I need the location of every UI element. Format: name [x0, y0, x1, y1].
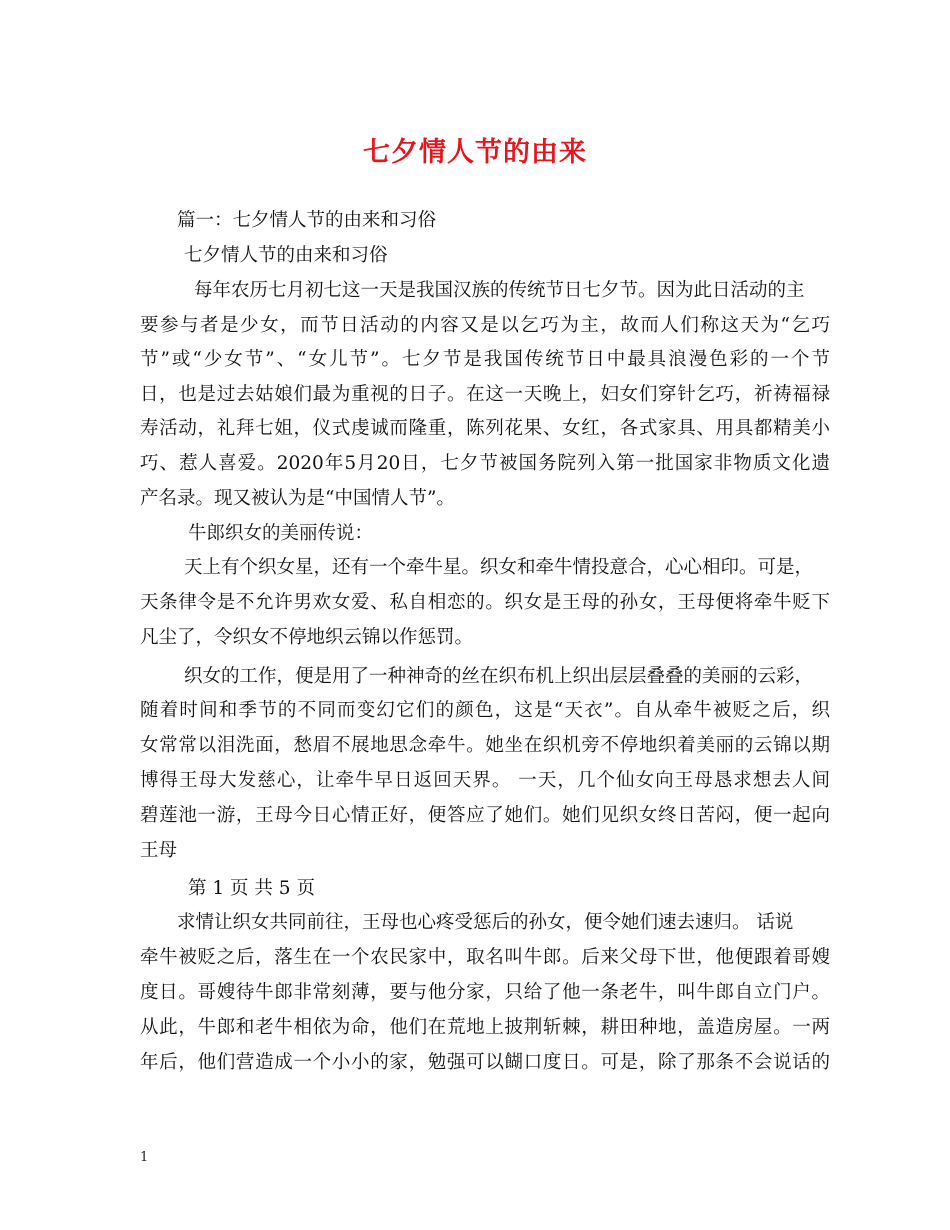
- paragraph-line: 年后，他们营造成一个小小的家，勉强可以餬口度日。可是，除了那条不会说话的: [140, 1052, 830, 1073]
- paragraph-line: 求情让织女共同前往，王母也心疼受惩后的孙女，便令她们速去速归。 话说: [177, 912, 794, 933]
- paragraph-line: 节”或“少女节”、“女儿节”。七夕节是我国传统节日中最具浪漫色彩的一个节: [140, 349, 830, 370]
- paragraph-line: 王母: [140, 840, 178, 861]
- page-marker: 第 1 页 共 5 页: [188, 878, 315, 899]
- paragraph-line: 产名录。现又被认为是“中国情人节”。: [140, 488, 455, 509]
- paragraph-line: 度日。哥嫂待牛郎非常刻薄，要与他分家，只给了他一条老牛，叫牛郎自立门户。: [140, 982, 830, 1003]
- paragraph-line: 寿活动，礼拜七姐，仪式虔诚而隆重，陈列花果、女红，各式家具、用具都精美小: [140, 418, 830, 439]
- paragraph-line: 要参与者是少女，而节日活动的内容又是以乞巧为主，故而人们称这天为“乞巧: [140, 315, 830, 336]
- paragraph-line: 随着时间和季节的不同而变幻它们的颜色，这是“天衣”。自从牵牛被贬之后，织: [140, 700, 830, 721]
- paragraph-line: 女常常以泪洗面，愁眉不展地思念牵牛。她坐在织机旁不停地织着美丽的云锦以期: [140, 735, 830, 756]
- paragraph-line: 凡尘了，令织女不停地织云锦以作惩罚。: [140, 627, 474, 648]
- section-heading: 篇一：七夕情人节的由来和习俗: [177, 210, 437, 231]
- paragraph-line: 天条律令是不允许男欢女爱、私自相恋的。织女是王母的孙女，王母便将牵牛贬下: [140, 592, 830, 613]
- paragraph-line: 从此，牛郎和老牛相依为命，他们在荒地上披荆斩棘，耕田种地，盖造房屋。一两: [140, 1017, 830, 1038]
- subheading: 七夕情人节的由来和习俗: [184, 245, 388, 266]
- paragraph-line: 牵牛被贬之后，落生在一个农民家中，取名叫牛郎。后来父母下世，他便跟着哥嫂: [140, 947, 830, 968]
- paragraph-line: 每年农历七月初七这一天是我国汉族的传统节日七夕节。因为此日活动的主: [194, 280, 805, 301]
- page-title: 七夕情人节的由来: [363, 137, 587, 168]
- paragraph-line: 日，也是过去姑娘们最为重视的日子。在这一天晚上，妇女们穿针乞巧，祈祷福禄: [140, 384, 830, 405]
- paragraph-line: 博得王母大发慈心，让牵牛早日返回天界。 一天，几个仙女向王母恳求想去人间: [140, 770, 830, 791]
- legend-heading: 牛郎织女的美丽传说：: [188, 523, 374, 544]
- paragraph-line: 天上有个织女星，还有一个牵牛星。织女和牵牛情投意合，心心相印。可是，: [184, 557, 814, 578]
- paragraph-line: 碧莲池一游，王母今日心情正好，便答应了她们。她们见织女终日苦闷，便一起向: [140, 805, 830, 826]
- footer-page-number: 1: [140, 1150, 149, 1165]
- paragraph-line: 巧、惹人喜爱。2020年5月20日，七夕节被国务院列入第一批国家非物质文化遗: [140, 453, 830, 474]
- paragraph-line: 织女的工作，便是用了一种神奇的丝在织布机上织出层层叠叠的美丽的云彩，: [184, 666, 814, 687]
